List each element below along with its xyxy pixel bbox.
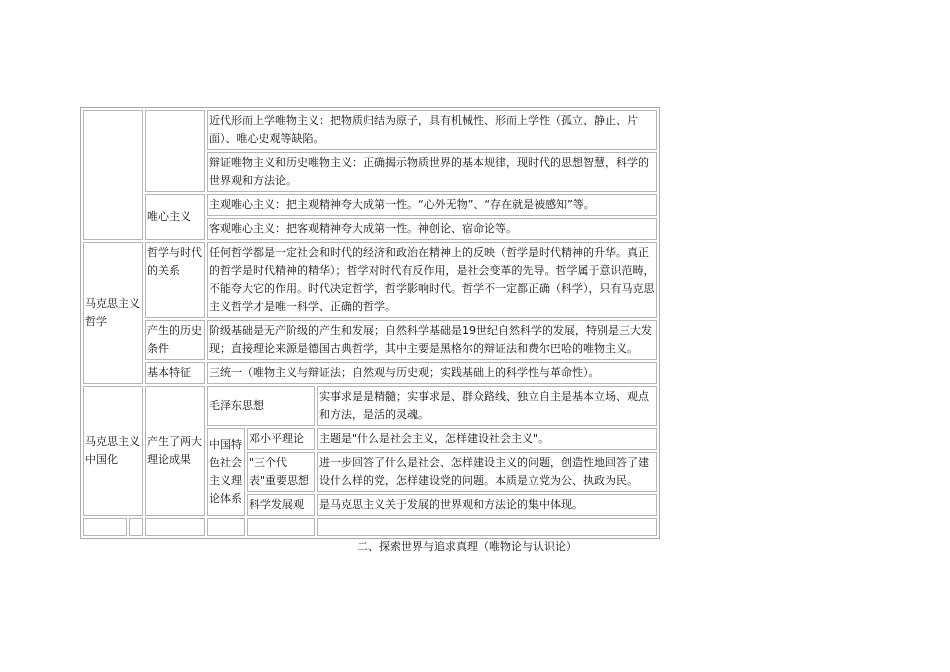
table-cell-empty [83, 518, 127, 536]
table-row [83, 386, 657, 426]
sinicization-label: 马克思主义中国化 [83, 386, 143, 516]
era-relation-label: 哲学与时代的关系 [145, 242, 205, 318]
marxist-philosophy-label: 马克思主义哲学 [83, 242, 143, 384]
table-cell-empty [207, 518, 245, 536]
mao-thought-cell: 实事求是是精髓；实事求是、群众路线、独立自主是基本立场、观点和方法，是活的灵魂。 [317, 386, 657, 426]
objective-idealism-cell: 客观唯心主义：把客观精神夸大成第一性。神创论、宿命论等。 [207, 218, 657, 240]
table-cell-empty [317, 518, 657, 536]
table-cell-empty [129, 518, 143, 536]
philosophy-summary-table [80, 107, 660, 539]
table-cell-empty [145, 110, 205, 192]
subjective-idealism-cell: 主观唯心主义：把主观精神夸大成第一性。“心外无物”、“存在就是被感知”等。 [207, 194, 657, 216]
scientific-development-cell: 是马克思主义关于发展的世界观和方法论的集中体现。 [317, 494, 657, 516]
table-row [83, 320, 657, 360]
dialectical-materialism-cell: 辩证唯物主义和历史唯物主义：正确揭示物质世界的基本规律，现时代的思想智慧，科学的世界观和方法论。 [207, 152, 657, 192]
basic-features-cell: 三统一（唯物主义与辩证法；自然观与历史观；实践基础上的科学性与革命性）。 [207, 362, 657, 384]
table-cell-empty [83, 110, 143, 240]
era-relation-cell: 任何哲学都是一定社会和时代的经济和政治在精神上的反映（哲学是时代精神的升华。真正的哲学是时代精神的精华）；哲学对时代有反作用，是社会变革的先导。哲学属于意识范畴，不能夸大它的作用。时代决定哲学，哲学影响时代。哲学不一定都正确（科学），只有马克思主义哲学才是唯一科学、正确的哲学。 [207, 242, 657, 318]
table-cell-empty [247, 518, 315, 536]
historical-conditions-label: 产生的历史条件 [145, 320, 205, 360]
table-row [83, 518, 657, 536]
historical-conditions-cell: 阶级基础是无产阶级的产生和发展；自然科学基础是19世纪自然科学的发展，特别是三大发现；直接理论来源是德国古典哲学，其中主要是黑格尔的辩证法和费尔巴哈的唯物主义。 [207, 320, 657, 360]
socialism-theory-label: 中国特色社会主义理论体系 [207, 428, 245, 516]
table-cell-empty [145, 518, 205, 536]
two-theories-label: 产生了两大理论成果 [145, 386, 205, 516]
table-row [83, 110, 657, 150]
basic-features-label: 基本特征 [145, 362, 205, 384]
deng-theory-cell: 主题是"什么是社会主义，怎样建设社会主义"。 [317, 428, 657, 450]
three-represents-cell: 进一步回答了什么是社会、怎样建设主义的问题，创造性地回答了建设什么样的党，怎样建设党的问题。本质是立党为公、执政为民。 [317, 452, 657, 492]
mao-thought-label: 毛泽东思想 [207, 386, 315, 426]
scientific-development-label: 科学发展观 [247, 494, 315, 516]
metaphysical-materialism-cell: 近代形而上学唯物主义：把物质归结为原子，具有机械性、形而上学性（孤立、静止、片面）、唯心史观等缺陷。 [207, 110, 657, 150]
table-row [83, 242, 657, 318]
three-represents-label: "三个代表"重要思想 [247, 452, 315, 492]
section-heading: 二、探索世界与追求真理（唯物论与认识论） [357, 540, 577, 553]
table-row [83, 362, 657, 384]
deng-theory-label: 邓小平理论 [247, 428, 315, 450]
idealism-label: 唯心主义 [145, 194, 205, 240]
table-row [83, 194, 657, 216]
